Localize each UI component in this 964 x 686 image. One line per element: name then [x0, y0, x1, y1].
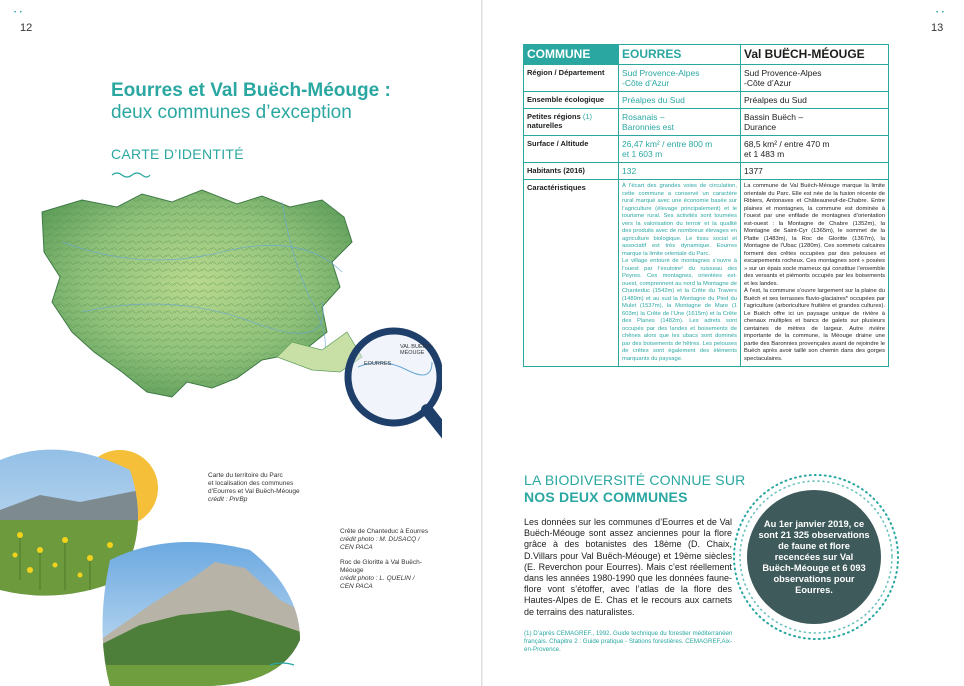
cell-eourres: Sud Provence-Alpes -Côte d’Azur [619, 65, 741, 92]
row-label [524, 109, 619, 136]
header-val-buech: Val BUËCH-MÉOUGE [741, 45, 889, 65]
row-label: Région / Département [524, 65, 619, 92]
cell-val: Sud Provence-Alpes -Côte d’Azur [741, 65, 889, 92]
page-fold [481, 0, 483, 686]
footnote: (1) D’après CEMAGREF., 1992. Guide technique du forestier méditerranéen français. Chapitre 2 : Guide pratique - Stations forestières. CEMAGREF,Aix-en-Provence. [524, 630, 733, 653]
decor-dots-right: • • [936, 10, 945, 16]
page-number-left: 12 [20, 22, 33, 34]
page-number-right: 13 [931, 22, 944, 34]
photo2-credit1: crédit photo : L. QUELIN / [340, 575, 415, 582]
park-map [22, 182, 442, 462]
map-caption-line3: d’Eourres et Val Buëch-Méouge [208, 488, 300, 495]
cell-val: Bassin Buëch – Durance [741, 109, 889, 136]
section-heading: CARTE D’IDENTITÉ [111, 146, 244, 162]
photo1-credit1: crédit photo : M. DUSACQ / [340, 536, 420, 543]
magnifier-handle [427, 410, 442, 444]
table-row [524, 65, 889, 92]
title-regular: deux communes d’exception [111, 102, 352, 123]
cell-val: Préalpes du Sud [741, 92, 889, 109]
header-eourres: EOURRES [619, 45, 741, 65]
biodiversity-heading [524, 472, 745, 506]
photo-caption [340, 528, 460, 598]
header-commune: COMMUNE [524, 45, 619, 65]
map-label-val-2: MÉOUGE [400, 350, 425, 356]
biodiversity-text: Les données sur les communes d’Eourres et de Val Buëch-Méouge sont assez anciennes pour la flore grâce à des botanistes des 18ème (D. Chaix, D.Villars pour Val Buëch-Méouge) et 19ème siècles (E. Reverchon pour Eourres). Mais c’est réellement dans les années 1980-1990 que les données faune-flore vont s’étoffer, avec l’atlas de la flore des Hautes-Alpes de E. Chas et le recours aux carnets de terrains des naturalistes. [524, 517, 732, 617]
cell-eourres-characteristics: À l’écart des grandes voies de circulation, cette commune a conservé un caractère rural marqué avec une économie basée sur l’agriculture (élevage principalement) et le tourisme rural. Ses activités sont tournées vers la valorisation du terroir et la qualité des produits avec de nombreux élevages en agriculture biologique. Le tissu social et associatif est très dynamique. Eourres marque la limite orientale du Parc. Le village entouré de montagnes s’ouvre à l’ouest par l’exutoire² du ruisseau des Peyres. Ces montagnes, orientées est-ouest, comprennent au nord la Montagne de Chanteduc (1542m) et la Crête du Travers (1489m) et au sud la Montagne du Pied du Mulet (1537m), la Montagne de Mare (1 603m) la Crête de l’Une (1615m) et la Crête des Planes (1482m). Les adrets sont occupés par des landes et boisements de chênes alors que les ubacs sont dominés par des boisements de hêtres. Les pelouses de crêtes sont également des éléments marquants du paysage. [619, 180, 741, 367]
row-label: Caractéristiques [524, 180, 619, 367]
table-row [524, 92, 889, 109]
row-label-text2: naturelles [527, 121, 563, 130]
table-row [524, 109, 889, 136]
table-header-row [524, 45, 889, 65]
row-label: Surface / Altitude [524, 136, 619, 163]
table-row [524, 163, 889, 180]
row-label: Ensemble écologique [524, 92, 619, 109]
photo-collage [0, 440, 330, 686]
map-label-val-1: VAL BUËCH- [400, 344, 433, 350]
map-caption-line2: et localisation des communes [208, 480, 294, 487]
photo2-credit2: CEN PACA [340, 583, 373, 590]
wave-divider [111, 170, 151, 178]
map-caption-line1: Carte du territoire du Parc [208, 472, 283, 479]
row-label: Habitants (2016) [524, 163, 619, 180]
statistic-text: Au 1er janvier 2019, ce sont 21 325 observations de faune et flore recencées sur Val Buëch-Méouge et 6 093 observations pour Eourres. [758, 518, 870, 595]
biodiversity-title2: NOS DEUX COMMUNES [524, 489, 688, 505]
cell-eourres: Préalpes du Sud [619, 92, 741, 109]
cell-eourres: 26,47 km² / entre 800 m et 1 603 m [619, 136, 741, 163]
photo2-title1: Roc de Gloritte à Val Buëch- [340, 559, 422, 566]
table-row [524, 136, 889, 163]
photo1-title: Crête de Chanteduc à Eourres [340, 528, 429, 535]
footnote-ref: (1) [582, 112, 593, 121]
biodiversity-title1: LA BIODIVERSITÉ CONNUE SUR [524, 472, 746, 488]
row-label-text: Petites régions [527, 112, 581, 121]
map-label-eourres: EOURRES [364, 361, 392, 367]
cell-eourres: 132 [619, 163, 741, 180]
map-caption-credit: crédit : PnrBp [208, 496, 248, 503]
title-bold: Eourres et Val Buëch-Méouge : [111, 80, 391, 101]
identity-table [523, 44, 889, 367]
page-title [111, 80, 441, 124]
cell-val: 1377 [741, 163, 889, 180]
table-row [524, 180, 889, 367]
cell-val: 68,5 km² / entre 470 m et 1 483 m [741, 136, 889, 163]
statistic-badge [747, 490, 881, 624]
photo2-title2: Méouge [340, 567, 364, 574]
cell-eourres: Rosanais – Baronnies est [619, 109, 741, 136]
photo-gloritte [100, 540, 310, 686]
decor-dots: • • [14, 10, 23, 16]
photo1-credit2: CEN PACA [340, 544, 373, 551]
cell-val-characteristics: La commune de Val Buëch-Méouge marque la limite orientale du Parc. Elle est née de la fusion récente de Ribiers, Antonaves et Châteauneuf-de-Chabre. Entre plaines et montagnes, la commune est dominée à l’ouest par une enfilade de montagnes d’orientation est-ouest : la Montagne de Chabre (1352m), la Montagne de Saint-Cyr (1365m), le sommet de la Platte (1483m), la Roc de Gloritte (1367m), la Montagne de l’Ubac (1280m). Ces sommets calcaires forment des crêtes occupées par des pelouses et escarpements rocheux. Ces montagnes sont « posées » sur un épais socle marneux qui constitue l’ensemble des versants et piémonts occupés par les boisements et les landes. À l’est, la commune s’ouvre largement sur la plaine du Buëch et ses terrasses fluvio-glaciaires* occupées par l’agriculture (arboriculture fruitière et grandes cultures). Le Buëch offre ici un paysage unique de rivière à chenaux multiples et bancs de galets sur plusieurs centaines de mètres de largeur. Autre rivière importante de la commune, la Méouge draine une partie des Baronnies provençales avant de rejoindre le Buëch après avoir taillé son chemin dans des gorges spectaculaires. [741, 180, 889, 367]
